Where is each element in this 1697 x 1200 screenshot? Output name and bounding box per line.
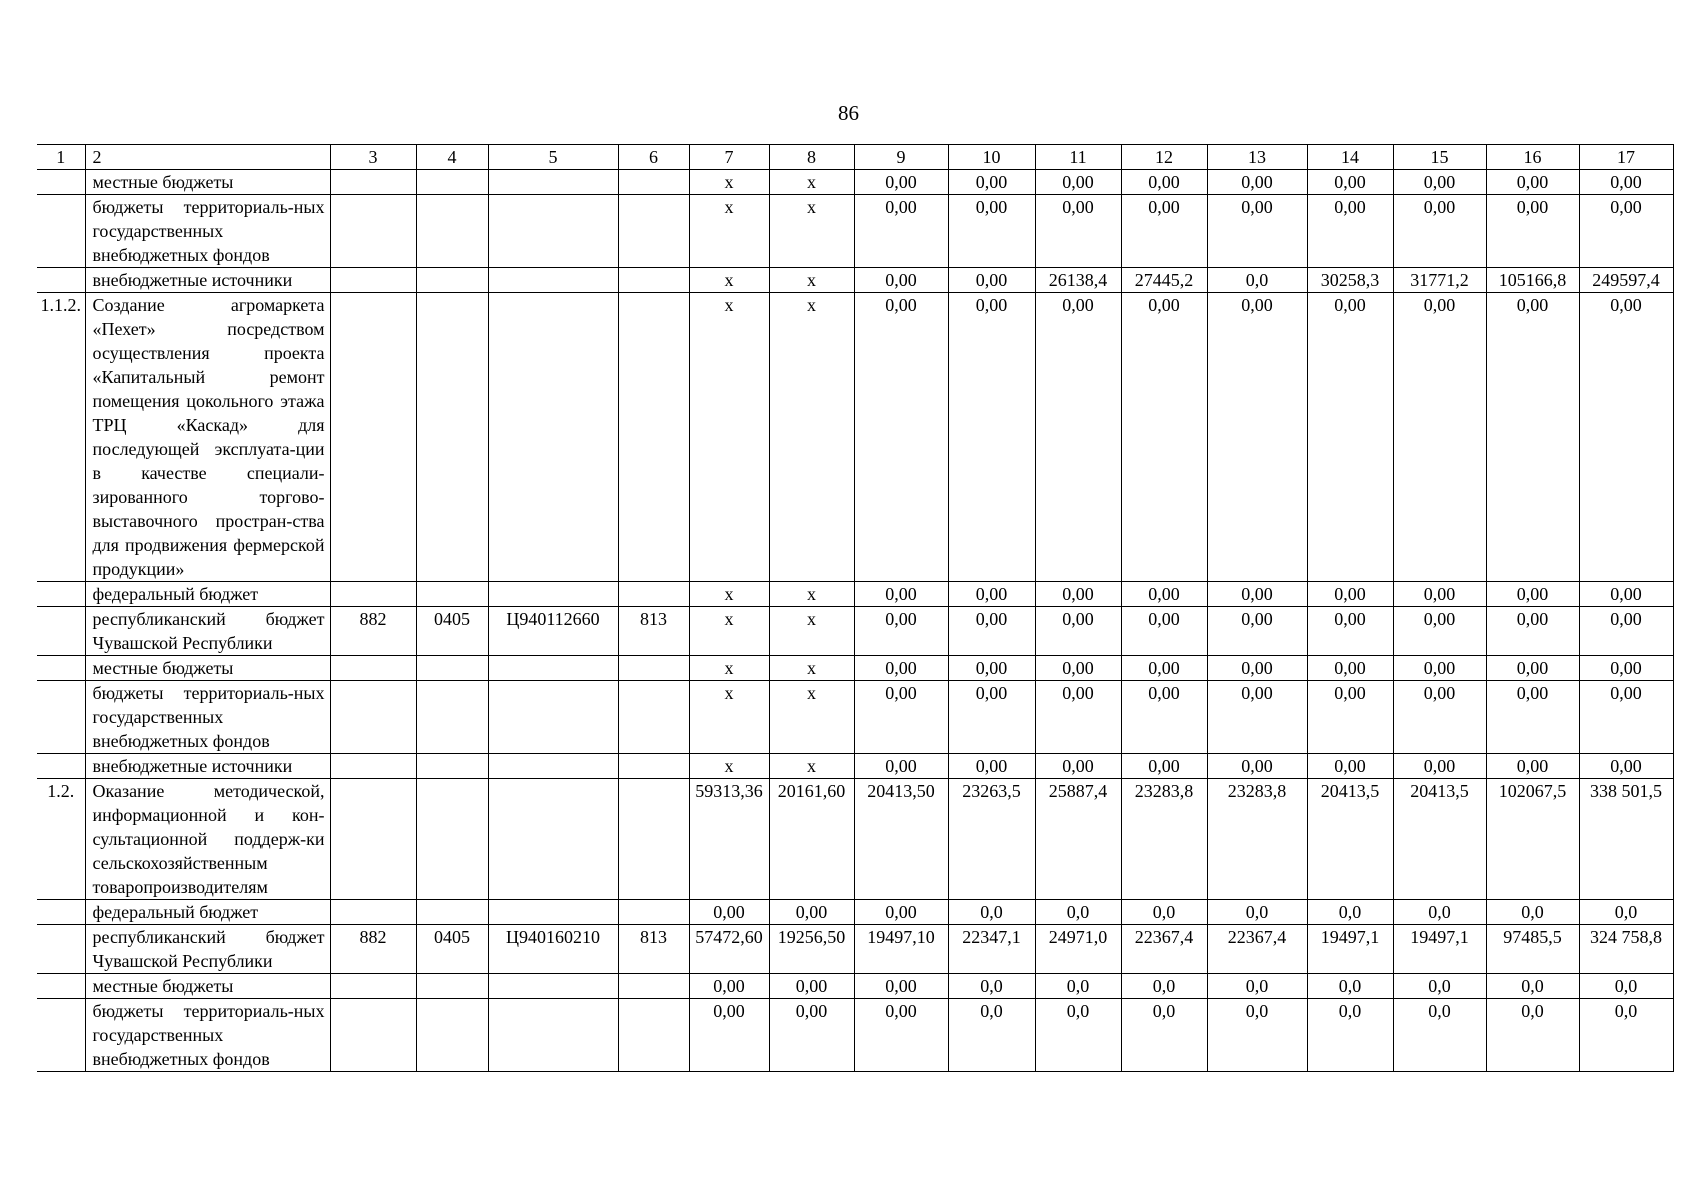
value-cell [330,170,416,195]
value-cell: 19256,50 [769,925,854,974]
row-number-cell: 1.1.2. [37,293,85,582]
value-cell [330,999,416,1072]
value-cell: 0,00 [854,681,948,754]
value-cell: 0,00 [1307,656,1393,681]
value-cell [488,999,618,1072]
column-number-3: 3 [330,145,416,170]
value-cell [488,779,618,900]
value-cell: 0,00 [948,268,1035,293]
value-cell [330,656,416,681]
value-cell: 0,00 [1207,754,1307,779]
value-cell: 0,00 [1035,195,1121,268]
value-cell: 0,00 [1307,170,1393,195]
value-cell: 0,0 [1307,974,1393,999]
value-cell: 0,0 [1393,974,1486,999]
value-cell: 0,00 [1579,293,1673,582]
table-row [37,170,1673,195]
value-cell: 0,00 [1121,293,1207,582]
value-cell: 0,0 [1121,974,1207,999]
value-cell: 0,0 [1207,900,1307,925]
row-label-cell: бюджеты территориаль-ных государственных внебюджетных фондов [85,681,330,754]
row-label-cell: Оказание методической, информационной и кон-сультационной поддерж-ки сельскохозяйственным товаропроизводителям [85,779,330,900]
value-cell: 0,0 [1393,999,1486,1072]
value-cell: 0,00 [1307,754,1393,779]
row-label-cell: федеральный бюджет [85,900,330,925]
column-number-10: 10 [948,145,1035,170]
value-cell: 0,00 [1579,681,1673,754]
value-cell: 24971,0 [1035,925,1121,974]
value-cell: 0,00 [1393,293,1486,582]
value-cell: 0,00 [1207,656,1307,681]
column-number-7: 7 [689,145,769,170]
value-cell: 0,00 [1121,754,1207,779]
column-number-16: 16 [1486,145,1579,170]
value-cell [488,293,618,582]
value-cell: 0,00 [1307,195,1393,268]
value-cell: x [689,656,769,681]
value-cell: 0,00 [854,999,948,1072]
value-cell [618,754,689,779]
value-cell [330,974,416,999]
table-row [37,900,1673,925]
value-cell [488,195,618,268]
value-cell [488,268,618,293]
value-cell: 0,00 [1393,170,1486,195]
value-cell [416,681,488,754]
row-number-cell [37,900,85,925]
row-number-cell [37,582,85,607]
value-cell [416,195,488,268]
value-cell: 0,00 [689,999,769,1072]
value-cell: 0,0 [948,974,1035,999]
row-number-cell [37,268,85,293]
row-label-cell: федеральный бюджет [85,582,330,607]
row-label-cell: внебюджетные источники [85,754,330,779]
value-cell [416,582,488,607]
value-cell [618,268,689,293]
value-cell [618,656,689,681]
value-cell: 0,00 [1486,293,1579,582]
value-cell [618,195,689,268]
value-cell: 0,00 [1307,293,1393,582]
value-cell: 0,00 [1307,681,1393,754]
column-number-2: 2 [85,145,330,170]
value-cell [488,681,618,754]
value-cell: 0,00 [1207,195,1307,268]
value-cell: 0,0 [948,999,1035,1072]
value-cell: 26138,4 [1035,268,1121,293]
row-label-cell: республиканский бюджет Чувашской Республики [85,925,330,974]
value-cell: x [689,268,769,293]
row-label-cell: местные бюджеты [85,656,330,681]
value-cell: 0,00 [948,293,1035,582]
value-cell: x [769,268,854,293]
value-cell: 0,00 [1121,607,1207,656]
row-number-cell [37,607,85,656]
value-cell: 0,0 [1486,999,1579,1072]
value-cell: 0,00 [1121,582,1207,607]
value-cell [618,900,689,925]
value-cell: 0,00 [854,195,948,268]
value-cell: x [769,681,854,754]
value-cell: 27445,2 [1121,268,1207,293]
value-cell: x [689,754,769,779]
table-row [37,999,1673,1072]
value-cell [618,779,689,900]
value-cell [618,582,689,607]
value-cell: 0,0 [1035,999,1121,1072]
value-cell: 249597,4 [1579,268,1673,293]
value-cell: 0405 [416,607,488,656]
table-row [37,268,1673,293]
value-cell: 0,00 [1579,195,1673,268]
value-cell: 0,0 [1579,974,1673,999]
value-cell: 59313,36 [689,779,769,900]
value-cell: 22347,1 [948,925,1035,974]
row-label-cell: бюджеты территориаль-ных государственных внебюджетных фондов [85,195,330,268]
row-label-cell: бюджеты территориаль-ных государственных внебюджетных фондов [85,999,330,1072]
value-cell: 23283,8 [1121,779,1207,900]
value-cell [416,900,488,925]
value-cell: 0,00 [769,974,854,999]
value-cell: 0,00 [1486,754,1579,779]
value-cell [416,170,488,195]
row-label-cell: местные бюджеты [85,974,330,999]
value-cell: 0,00 [854,293,948,582]
value-cell: 0,00 [1393,656,1486,681]
value-cell: 0,0 [1207,268,1307,293]
value-cell: 0,00 [1035,293,1121,582]
column-number-5: 5 [488,145,618,170]
column-number-14: 14 [1307,145,1393,170]
value-cell: 0,0 [1307,900,1393,925]
value-cell: 105166,8 [1486,268,1579,293]
value-cell [416,974,488,999]
value-cell: x [769,607,854,656]
value-cell: 0,0 [1486,900,1579,925]
value-cell: 0,00 [689,974,769,999]
value-cell: 0,0 [1035,974,1121,999]
value-cell: 0,00 [1207,607,1307,656]
value-cell: 0,00 [1579,754,1673,779]
value-cell: 0,00 [1579,607,1673,656]
value-cell: 31771,2 [1393,268,1486,293]
value-cell: 0,00 [1035,754,1121,779]
value-cell: 0,00 [1035,681,1121,754]
value-cell: 882 [330,925,416,974]
row-number-cell [37,656,85,681]
table-row [37,779,1673,900]
value-cell: 0,00 [1393,582,1486,607]
value-cell [618,974,689,999]
table-row [37,195,1673,268]
value-cell [330,681,416,754]
value-cell: x [769,754,854,779]
value-cell: 0,00 [948,656,1035,681]
row-number-cell [37,754,85,779]
value-cell: 97485,5 [1486,925,1579,974]
column-number-17: 17 [1579,145,1673,170]
value-cell: x [689,681,769,754]
value-cell: 0,00 [854,582,948,607]
value-cell: 0,00 [1207,681,1307,754]
value-cell [416,779,488,900]
value-cell: 20161,60 [769,779,854,900]
value-cell: 0,00 [1579,170,1673,195]
value-cell: 0,00 [854,974,948,999]
value-cell: 19497,10 [854,925,948,974]
value-cell: 0,00 [948,195,1035,268]
value-cell: 0,00 [1035,607,1121,656]
value-cell: 23263,5 [948,779,1035,900]
column-number-15: 15 [1393,145,1486,170]
value-cell [488,656,618,681]
row-label-cell: местные бюджеты [85,170,330,195]
value-cell: 102067,5 [1486,779,1579,900]
table-row [37,582,1673,607]
value-cell: 0,0 [1579,999,1673,1072]
value-cell: 57472,60 [689,925,769,974]
row-number-cell [37,681,85,754]
value-cell: 0,0 [1307,999,1393,1072]
value-cell [488,900,618,925]
value-cell [416,999,488,1072]
value-cell: 0,00 [1579,656,1673,681]
table-row [37,681,1673,754]
value-cell [330,293,416,582]
value-cell: 19497,1 [1307,925,1393,974]
value-cell: 30258,3 [1307,268,1393,293]
value-cell [330,900,416,925]
value-cell: 0,00 [854,268,948,293]
value-cell: 0,00 [1486,681,1579,754]
value-cell: 0,00 [1307,607,1393,656]
value-cell [416,754,488,779]
column-number-12: 12 [1121,145,1207,170]
value-cell: 20413,5 [1307,779,1393,900]
column-number-13: 13 [1207,145,1307,170]
value-cell: 0,00 [1121,681,1207,754]
value-cell [618,681,689,754]
value-cell: x [769,170,854,195]
value-cell [330,779,416,900]
value-cell [330,268,416,293]
value-cell [330,582,416,607]
value-cell: 22367,4 [1121,925,1207,974]
value-cell: x [689,293,769,582]
value-cell: 25887,4 [1035,779,1121,900]
value-cell: 0,00 [1393,195,1486,268]
value-cell: 19497,1 [1393,925,1486,974]
value-cell: 0,00 [1121,195,1207,268]
row-number-cell [37,974,85,999]
value-cell: 23283,8 [1207,779,1307,900]
column-number-1: 1 [37,145,85,170]
value-cell [488,974,618,999]
value-cell: 0,00 [1579,582,1673,607]
table-row [37,974,1673,999]
value-cell [330,754,416,779]
value-cell [416,656,488,681]
value-cell: 0,00 [769,900,854,925]
row-number-cell [37,925,85,974]
value-cell: 20413,50 [854,779,948,900]
column-number-11: 11 [1035,145,1121,170]
value-cell: x [689,607,769,656]
value-cell: x [689,170,769,195]
value-cell: 0,00 [854,607,948,656]
column-number-4: 4 [416,145,488,170]
value-cell: 324 758,8 [1579,925,1673,974]
value-cell: 0,0 [1393,900,1486,925]
value-cell [488,170,618,195]
value-cell: 0,00 [1486,170,1579,195]
value-cell: 0,00 [854,656,948,681]
value-cell: 882 [330,607,416,656]
value-cell [618,170,689,195]
value-cell: x [769,656,854,681]
value-cell: 0,0 [1035,900,1121,925]
column-number-8: 8 [769,145,854,170]
table-row [37,754,1673,779]
value-cell: 0,00 [1393,607,1486,656]
column-number-9: 9 [854,145,948,170]
value-cell: 0,0 [1207,974,1307,999]
table-body [37,145,1673,1072]
value-cell: 0405 [416,925,488,974]
row-number-cell: 1.2. [37,779,85,900]
value-cell: 0,0 [1579,900,1673,925]
value-cell: 0,00 [1486,656,1579,681]
value-cell: 20413,5 [1393,779,1486,900]
table-row [37,607,1673,656]
row-number-cell [37,195,85,268]
value-cell: x [769,195,854,268]
value-cell: x [769,293,854,582]
value-cell: 0,0 [1121,999,1207,1072]
value-cell: 0,00 [1035,582,1121,607]
value-cell: 813 [618,607,689,656]
value-cell [618,999,689,1072]
value-cell: 0,00 [854,900,948,925]
value-cell: 338 501,5 [1579,779,1673,900]
value-cell: 0,00 [1207,582,1307,607]
table-row [37,656,1673,681]
row-number-cell [37,999,85,1072]
value-cell: 0,00 [1486,607,1579,656]
header-row [37,145,1673,170]
value-cell: x [769,582,854,607]
value-cell [618,293,689,582]
budget-table [37,144,1674,1072]
value-cell: 0,00 [769,999,854,1072]
value-cell [416,293,488,582]
value-cell: Ц940160210 [488,925,618,974]
value-cell: 0,0 [1207,999,1307,1072]
value-cell: 0,00 [1035,656,1121,681]
value-cell: 813 [618,925,689,974]
value-cell: 0,00 [1035,170,1121,195]
value-cell: 0,00 [948,582,1035,607]
value-cell: 0,00 [948,607,1035,656]
value-cell: 0,00 [1393,681,1486,754]
value-cell: 22367,4 [1207,925,1307,974]
value-cell: 0,00 [854,754,948,779]
table-row [37,925,1673,974]
row-label-cell: Создание агромаркета «Пехет» посредством осуществления проекта «Капитальный ремонт помещения цокольного этажа ТРЦ «Каскад» для последующей эксплуата-ции в качестве специали-зированного торгово-выставочного простран-ства для продвижения фермерской продукции» [85,293,330,582]
page-number: 86 [838,101,859,125]
value-cell: 0,00 [689,900,769,925]
value-cell: 0,00 [948,754,1035,779]
value-cell: Ц940112660 [488,607,618,656]
row-label-cell: внебюджетные источники [85,268,330,293]
value-cell: 0,00 [854,170,948,195]
table-row [37,293,1673,582]
value-cell [416,268,488,293]
value-cell: 0,0 [948,900,1035,925]
row-number-cell [37,170,85,195]
value-cell [488,582,618,607]
row-label-cell: республиканский бюджет Чувашской Республики [85,607,330,656]
value-cell: 0,00 [948,681,1035,754]
value-cell: 0,0 [1121,900,1207,925]
value-cell: 0,00 [1393,754,1486,779]
value-cell: 0,00 [1486,195,1579,268]
value-cell: 0,00 [1207,170,1307,195]
value-cell: 0,00 [1121,170,1207,195]
value-cell: 0,0 [1486,974,1579,999]
value-cell: x [689,195,769,268]
value-cell: 0,00 [1486,582,1579,607]
value-cell [330,195,416,268]
value-cell: 0,00 [1207,293,1307,582]
column-number-6: 6 [618,145,689,170]
value-cell: 0,00 [948,170,1035,195]
value-cell: 0,00 [1307,582,1393,607]
value-cell: 0,00 [1121,656,1207,681]
value-cell [488,754,618,779]
value-cell: x [689,582,769,607]
